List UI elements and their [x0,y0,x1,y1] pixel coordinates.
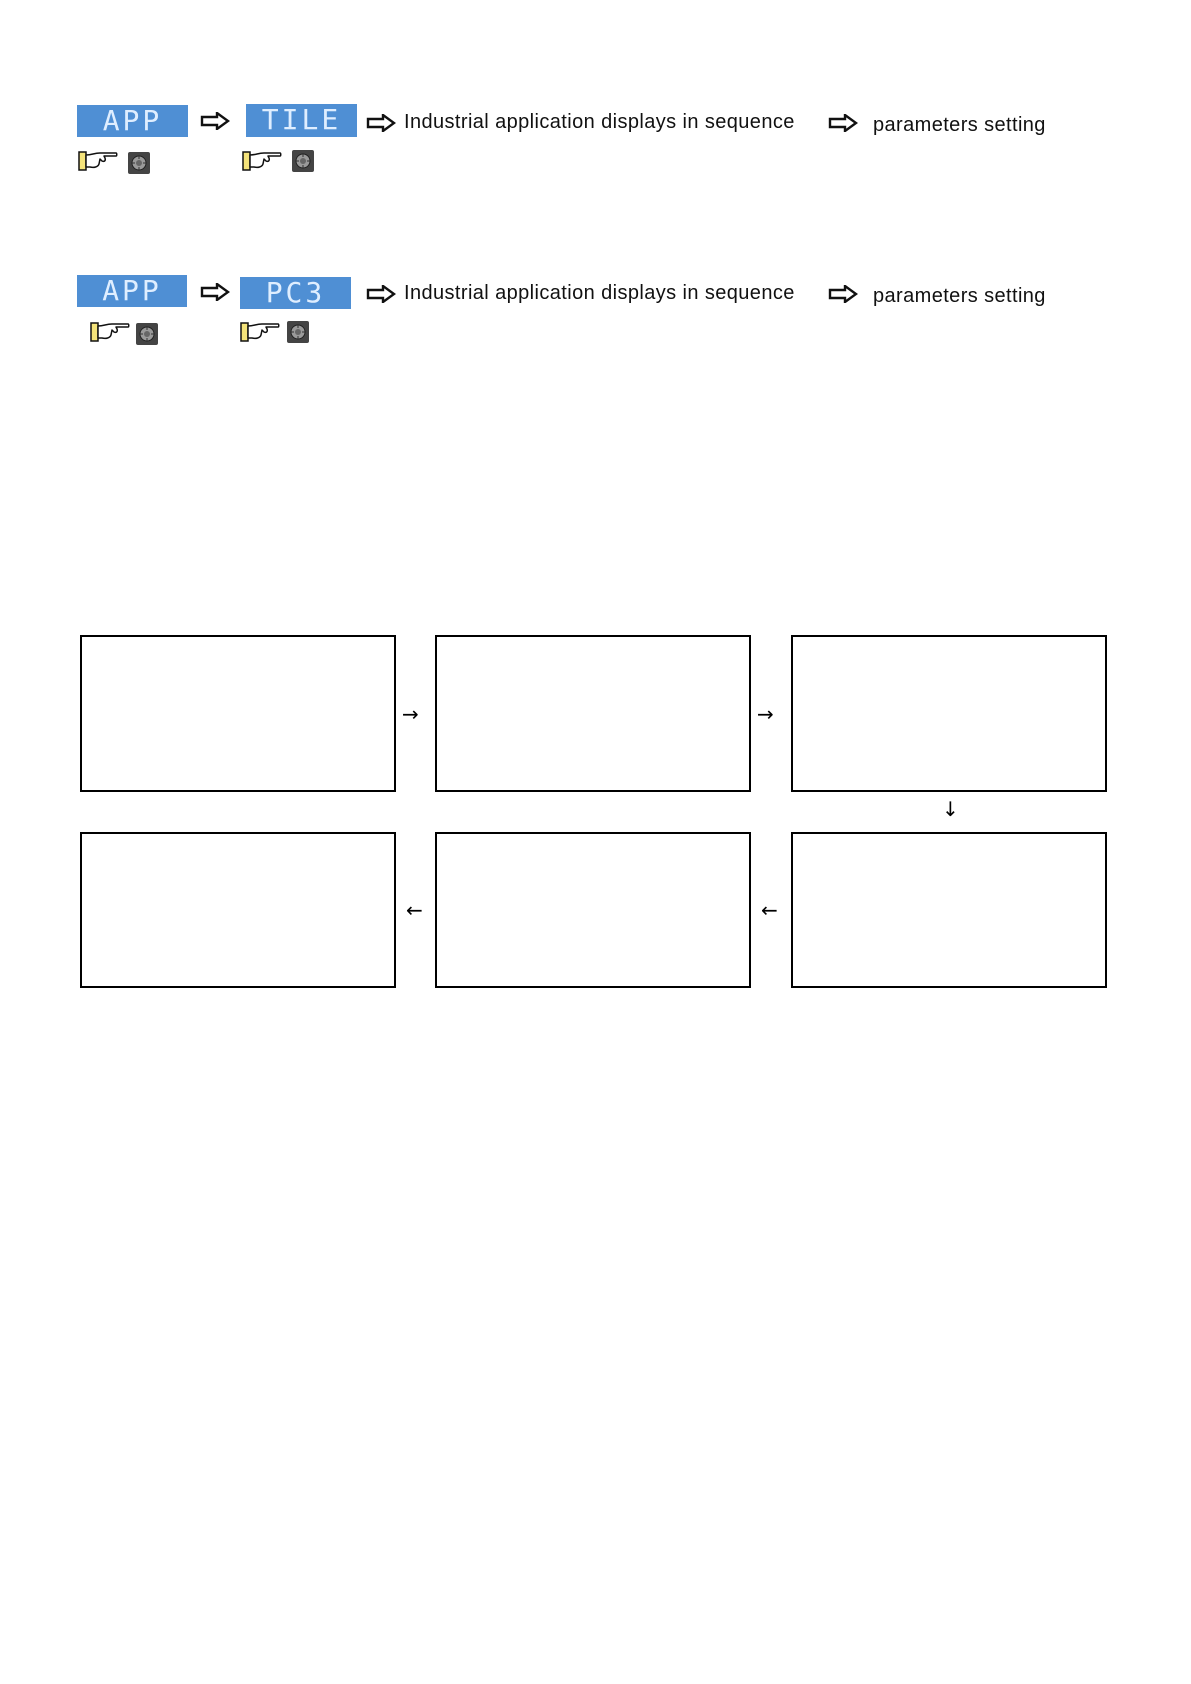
flow-arrow-down: ↓ [942,797,959,821]
lcd-display-tile [246,104,357,137]
flow-box-1 [80,635,396,792]
hollow-right-arrow-icon [828,114,858,132]
flow-arrow-left: ← [406,898,423,922]
lcd-display-app [77,105,188,137]
sequence-step-text: Industrial application displays in sequence [404,282,795,304]
lcd-display-app [77,275,187,307]
rotary-knob-icon [136,323,158,345]
flow-arrow-right: → [402,702,419,726]
pointing-hand-icon [242,150,282,172]
hollow-right-arrow-icon [200,283,230,301]
flow-arrow-right: → [757,702,774,726]
lcd-display-text: TILE [261,103,342,136]
hollow-right-arrow-icon [366,285,396,303]
rotary-knob-icon [128,152,150,174]
sequence-end-text: parameters setting [873,285,1046,307]
flow-arrow-left: ← [761,898,778,922]
sequence-end-text: parameters setting [873,114,1046,136]
pointing-hand-icon [90,321,130,343]
hollow-right-arrow-icon [366,114,396,132]
flow-box-2 [435,635,751,792]
hollow-right-arrow-icon [200,112,230,130]
pointing-hand-icon [240,321,280,343]
sequence-row-2 [0,266,1191,366]
lcd-display-text: PC3 [265,276,326,309]
sequence-step-text: Industrial application displays in sequence [404,111,795,133]
flow-box-4 [80,832,396,988]
hollow-right-arrow-icon [828,285,858,303]
lcd-display-text: APP [102,274,162,307]
lcd-display-text: APP [102,104,163,137]
rotary-knob-icon [287,321,309,343]
pointing-hand-icon [78,150,118,172]
rotary-knob-icon [292,150,314,172]
sequence-row-1 [0,95,1191,195]
flow-box-5 [435,832,751,988]
flow-box-3 [791,635,1107,792]
lcd-display-pc3 [240,277,351,309]
flow-box-6 [791,832,1107,988]
